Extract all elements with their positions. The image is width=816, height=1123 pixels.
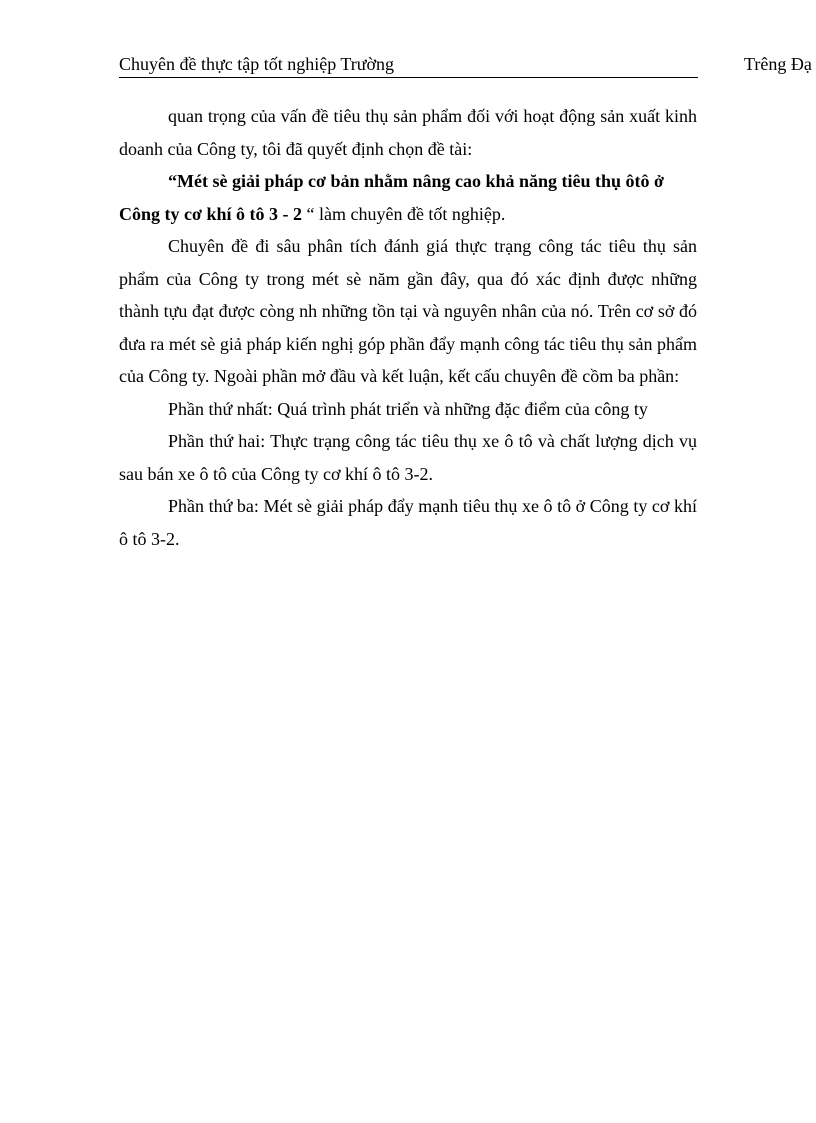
header-left-title: Chuyên đề thực tập tốt nghiệp Trường [119,52,698,78]
paragraph-part-three: Phần thứ ba: Mét sè giải pháp đẩy mạnh tiêu thụ xe ô tô ở Công ty cơ khí ô tô 3-2. [119,496,697,549]
paragraph-scope: Chuyên đề đi sâu phân tích đánh giá thực trạng công tác tiêu thụ sản phẩm của Công ty trong mét sè năm gần đây, qua đó xác định được những thành tựu đạt được còng nh những tồn tại và nguyên nhân của nó. Trên cơ sở đó đưa ra mét sè giả pháp kiến nghị góp phần đẩy mạnh công tác tiêu thụ sản phẩm của Công ty. Ngoài phần mở đầu và kết luận, kết cấu chuyên đề cồm ba phần: [119,236,697,386]
paragraph-part-two: Phần thứ hai: Thực trạng công tác tiêu thụ xe ô tô và chất lượng dịch vụ sau bán xe ô tô của Công ty cơ khí ô tô 3-2. [119,431,697,484]
topic-suffix: “ làm chuyên đề tốt nghiệp. [301,203,506,224]
paragraph-part-one: Phần thứ nhất: Quá trình phát triển và những đặc điểm của công ty [168,398,648,419]
paragraph-topic [119,165,697,230]
header-right-title: Trêng Đạ [744,54,812,74]
document-body [119,100,697,555]
topic-title: “Mét sè giải pháp cơ bản nhằm nâng cao khả năng tiêu thụ ôtô ở Công ty cơ khí ô tô 3 - 2 [119,171,665,224]
paragraph-intro: quan trọng của vấn đề tiêu thụ sản phẩm đối với hoạt động sản xuất kinh doanh của Công ty, tôi đã quyết định chọn đề tài: [119,106,697,159]
